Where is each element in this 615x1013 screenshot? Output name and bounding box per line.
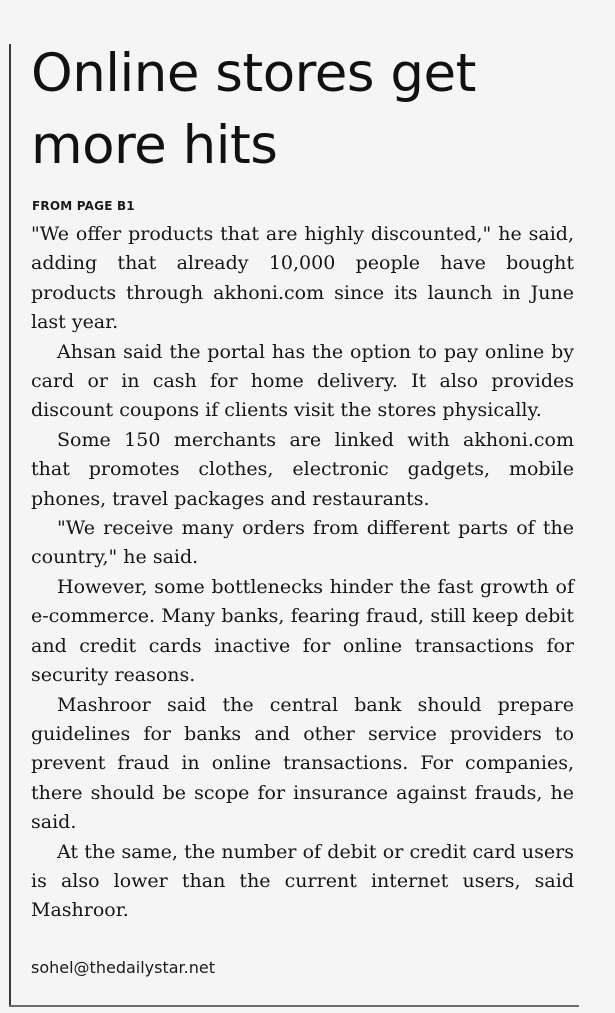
article-paragraph: Some 150 merchants are linked with akhoni.com that promotes clothes, electronic gadgets, mobile phones, travel packages and restaurants. <box>31 428 574 510</box>
article-paragraph: However, some bottlenecks hinder the fast growth of e-commerce. Many banks, fearing fraud, still keep debit and credit cards inactive for online transactions for security reasons. <box>31 575 574 687</box>
article-paragraph: Ahsan said the portal has the option to pay online by card or in cash for home delivery. It also provides discount coupons if clients visit the stores physically. <box>31 340 574 422</box>
article-paragraph: "We receive many orders from different parts of the country," he said. <box>31 517 574 569</box>
headline: Online stores get more hits <box>31 43 476 176</box>
author-email: sohel@thedailystar.net <box>31 958 215 977</box>
continuation-kicker: FROM PAGE B1 <box>32 199 135 213</box>
column-rule-left <box>9 44 11 1006</box>
article-paragraph: At the same, the number of debit or credit card users is also lower than the current internet users, said Mashroor. <box>31 840 574 922</box>
column-rule-bottom <box>9 1005 579 1007</box>
article-paragraph: Mashroor said the central bank should prepare guidelines for banks and other service providers to prevent fraud in online transactions. For companies, there should be scope for insurance against frauds, he said. <box>31 693 574 834</box>
article-body <box>31 220 574 926</box>
article-paragraph: "We offer products that are highly discounted," he said, adding that already 10,000 people have bought products through akhoni.com since its launch in June last year. <box>31 223 574 334</box>
